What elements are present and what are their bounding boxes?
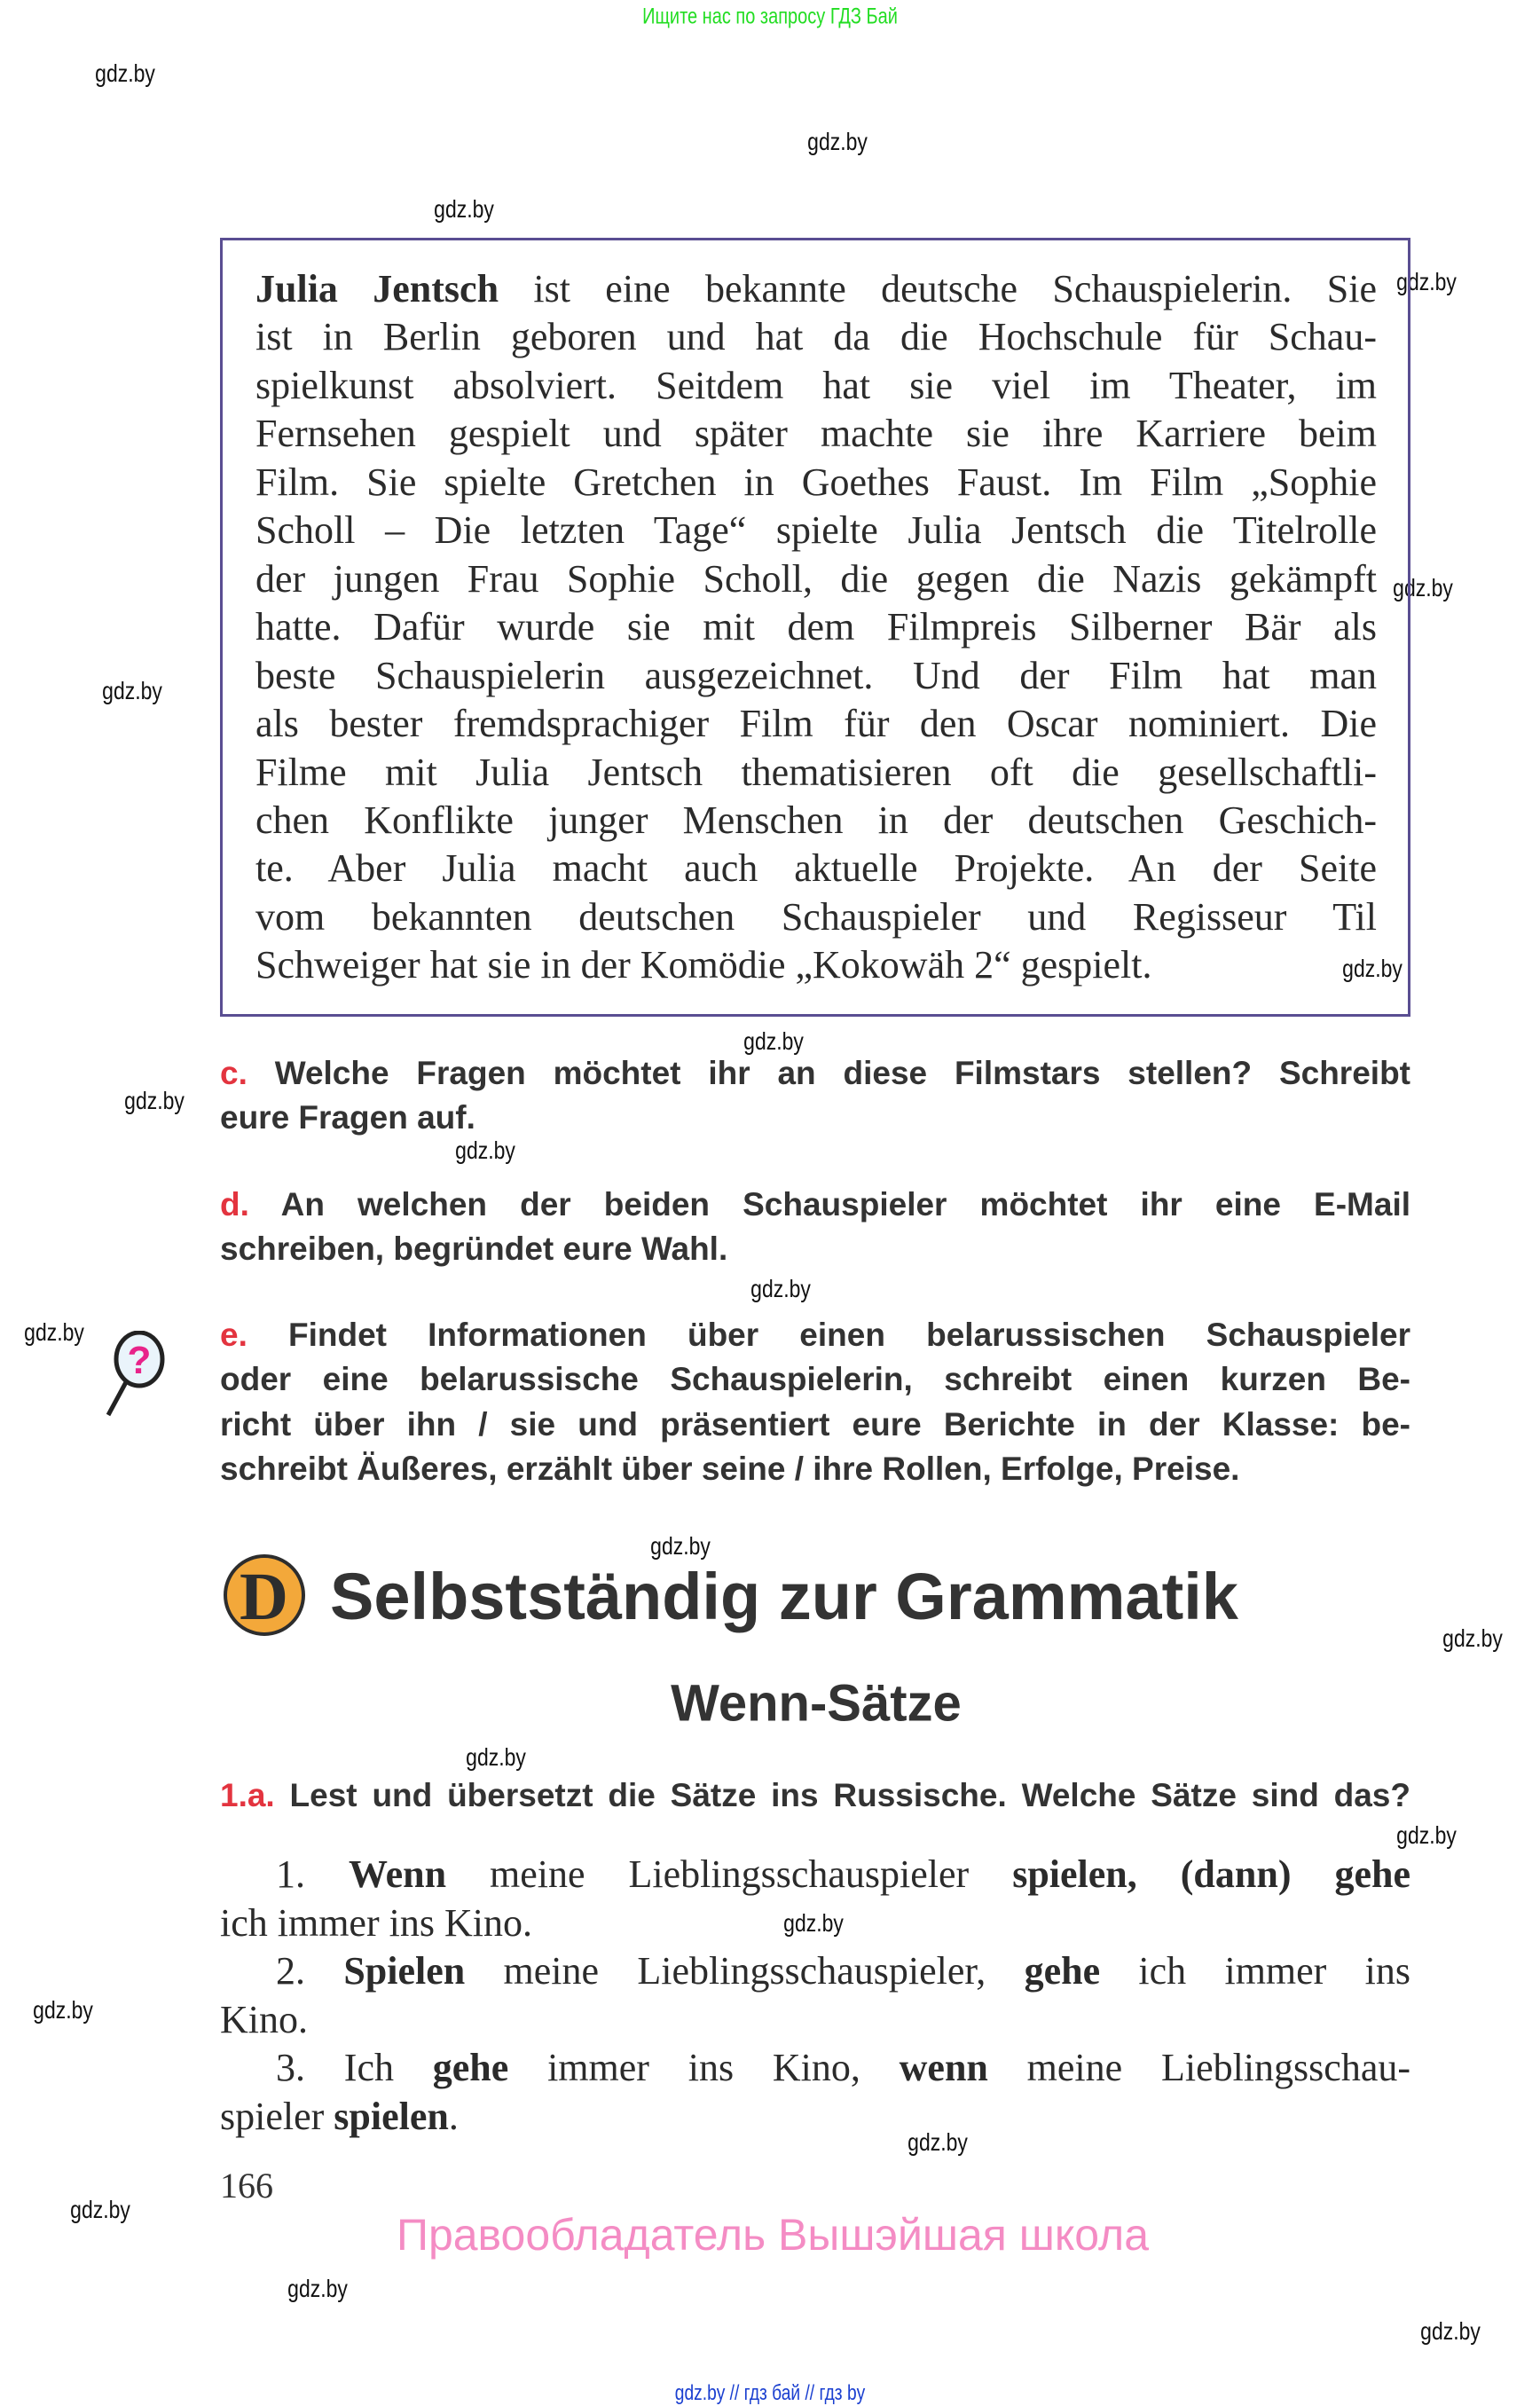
text-segment: beste Schauspielerin ausgezeichnet. Und der Film hat man (255, 653, 1377, 697)
bold-text: gehe (432, 2046, 509, 2089)
watermark: gdz.by (1442, 1624, 1503, 1652)
text-segment: . (448, 2094, 459, 2138)
watermark: gdz.by (70, 2196, 130, 2223)
text-line (276, 1852, 1410, 1898)
page-number: 166 (220, 2166, 273, 2206)
section-title: Selbstständig zur Grammatik (330, 1560, 1238, 1633)
watermark: gdz.by (124, 1087, 185, 1114)
text-line (255, 314, 1377, 360)
text-segment: schreiben, begründet eure Wahl. (220, 1231, 728, 1267)
section-d-badge (224, 1554, 305, 1636)
watermark: gdz.by (783, 1909, 844, 1937)
watermark: gdz.by (650, 1532, 711, 1560)
text-segment: oder eine belarussische Schauspielerin, schreibt einen kurzen Be- (220, 1361, 1410, 1398)
watermark: gdz.by (24, 1318, 84, 1346)
text-line (220, 1997, 1410, 2043)
text-line (220, 1230, 1410, 1269)
section-subtitle: Wenn-Sätze (671, 1674, 962, 1733)
watermark: gdz.by (455, 1136, 515, 1164)
top-search-note: Ищите нас по запросу ГДЗ Бай (642, 4, 898, 29)
watermark: gdz.by (95, 59, 155, 87)
text-segment: schreibt Äußeres, erzählt über seine / ihre Rollen, Erfolge, Preise. (220, 1450, 1240, 1487)
text-line (255, 266, 1377, 312)
text-segment: te. Aber Julia macht auch aktuelle Projekte. An der Seite (255, 846, 1377, 891)
text-segment: spielkunst absolviert. Seitdem hat sie viel im Theater, im (255, 363, 1377, 407)
watermark: gdz.by (1393, 574, 1453, 602)
watermark: gdz.by (1396, 268, 1457, 295)
text-line (220, 1776, 1410, 1815)
bold-text: Julia Jentsch (255, 267, 499, 311)
badge-letter: D (240, 1560, 288, 1634)
text-line (255, 363, 1377, 409)
text-line (220, 1450, 1410, 1489)
watermark: gdz.by (466, 1743, 526, 1771)
text-segment: 2. (276, 1949, 344, 1993)
bold-text: Spielen (343, 1949, 466, 1993)
bold-text: spielen (334, 2094, 449, 2138)
text-segment: meine Lieblingsschau- (987, 2046, 1411, 2089)
watermark: gdz.by (33, 1996, 93, 2024)
text-line (276, 2045, 1410, 2091)
text-segment: 1. (276, 1852, 349, 1896)
task-label: d. (220, 1186, 249, 1223)
text-segment: vom bekannten deutschen Schauspieler und Regisseur Til (255, 894, 1377, 939)
text-line (220, 1900, 1410, 1946)
bold-text: spielen, (dann) gehe (1012, 1852, 1411, 1896)
text-segment: Scholl – Die letzten Tage“ spielte Julia Jentsch die Titelrolle (255, 508, 1377, 553)
text-segment: Findet Informationen über einen belarussischen Schauspieler (247, 1317, 1410, 1353)
magnifier-question-icon (99, 1331, 170, 1419)
watermark: gdz.by (908, 2128, 968, 2156)
watermark: gdz.by (102, 677, 162, 704)
text-segment: 3. Ich (276, 2046, 433, 2089)
text-segment: Welche Fragen möchtet ihr an diese Filmstars stellen? Schreibt (247, 1055, 1410, 1091)
text-segment: der jungen Frau Sophie Scholl, die gegen die Nazis gekämpft (255, 556, 1377, 601)
task-label: 1.a. (220, 1777, 275, 1813)
task-label: c. (220, 1055, 248, 1091)
text-segment: ist in Berlin geboren und hat da die Hochschule für Schau- (255, 315, 1377, 359)
text-segment: Lest und übersetzt die Sätze ins Russische. Welche Sätze sind das? (274, 1777, 1410, 1813)
text-segment: ich immer ins (1100, 1949, 1410, 1993)
text-segment: meine Lieblingsschauspieler (446, 1852, 1013, 1896)
task-label: e. (220, 1317, 248, 1353)
bold-text: wenn (899, 2046, 988, 2089)
watermark: gdz.by (743, 1027, 804, 1055)
text-line (255, 604, 1377, 650)
text-line (220, 1054, 1410, 1093)
text-line (255, 460, 1377, 506)
text-line (220, 1316, 1410, 1355)
bold-text: Wenn (349, 1852, 447, 1896)
text-segment: ich immer ins Kino. (220, 1900, 532, 1945)
text-segment: Schweiger hat sie in der Komödie „Kokowäh 2“ gespielt. (255, 943, 1152, 987)
text-line (255, 845, 1377, 892)
text-segment: immer ins Kino, (508, 2046, 900, 2089)
text-segment: Filme mit Julia Jentsch thematisieren oft die gesellschaftli- (255, 750, 1377, 794)
watermark: gdz.by (287, 2275, 348, 2302)
watermark: gdz.by (434, 195, 494, 223)
text-line (255, 507, 1377, 554)
text-segment: spieler (220, 2094, 334, 2138)
footer-links[interactable]: gdz.by // гдз бай // гдз by (674, 2381, 866, 2405)
text-line (255, 894, 1377, 940)
watermark: gdz.by (750, 1275, 811, 1302)
watermark: gdz.by (1396, 1821, 1457, 1849)
text-segment: Kino. (220, 1997, 308, 2041)
text-line (276, 1948, 1410, 1994)
text-line (220, 1098, 1410, 1137)
text-segment: richt über ihn / sie und präsentiert eure Berichte in der Klasse: be- (220, 1405, 1410, 1443)
text-segment: An welchen der beiden Schauspieler möchtet ihr eine E-Mail (248, 1186, 1410, 1223)
text-line (220, 1405, 1410, 1444)
text-segment: meine Lieblingsschauspieler, (465, 1949, 1025, 1993)
svg-text:?: ? (127, 1339, 152, 1382)
copyright-notice: Правообладатель Вышэйшая школа (397, 2210, 1149, 2260)
text-line (220, 1360, 1410, 1399)
watermark: gdz.by (1420, 2317, 1481, 2345)
text-line (220, 1185, 1410, 1224)
text-line (255, 798, 1377, 844)
text-line (255, 701, 1377, 747)
text-segment: Fernsehen gespielt und später machte sie ihre Karriere beim (255, 412, 1377, 456)
text-line (255, 942, 1377, 988)
bold-text: gehe (1024, 1949, 1101, 1993)
text-line (255, 411, 1377, 457)
text-segment: ist eine bekannte deutsche Schauspielerin. Sie (499, 267, 1377, 311)
text-line (255, 750, 1377, 796)
text-line (220, 2094, 1410, 2140)
text-segment: hatte. Dafür wurde sie mit dem Filmpreis Silberner Bär als (255, 605, 1377, 649)
watermark: gdz.by (807, 128, 868, 155)
text-segment: eure Fragen auf. (220, 1099, 475, 1136)
text-line (255, 556, 1377, 602)
text-segment: Film. Sie spielte Gretchen in Goethes Faust. Im Film „Sophie (255, 460, 1377, 504)
watermark: gdz.by (1342, 955, 1402, 982)
text-line (255, 653, 1377, 699)
text-segment: chen Konflikte junger Menschen in der deutschen Geschich- (255, 798, 1377, 842)
text-segment: als bester fremdsprachiger Film für den Oscar nominiert. Die (255, 702, 1377, 746)
